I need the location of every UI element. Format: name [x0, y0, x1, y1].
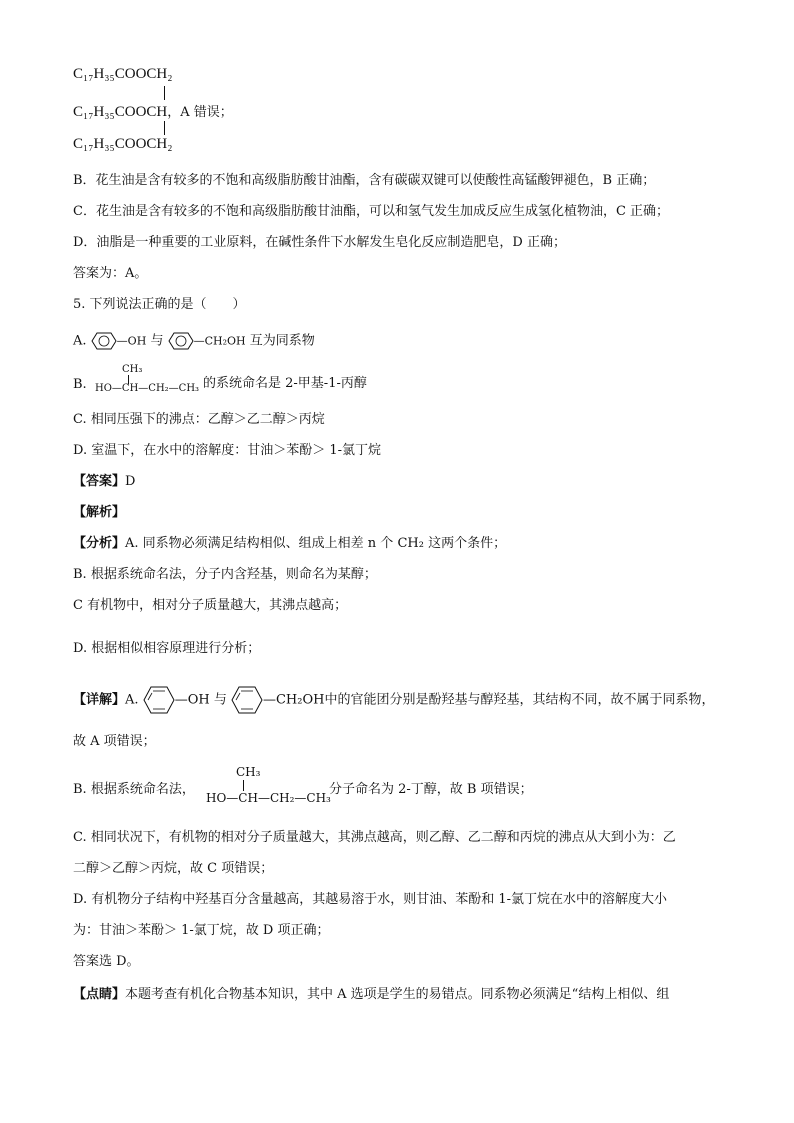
benzene-ring-icon	[143, 685, 175, 715]
carbon-chain: HO—CH—CH₂—CH₃	[95, 383, 200, 394]
detail-d-2: 为：甘油＞苯酚＞ 1-氯丁烷，故 D 项正确；	[73, 923, 330, 938]
hydroxyl-group: —OH	[174, 692, 210, 708]
detail-tag: 【详解】	[73, 692, 126, 708]
key-point	[73, 986, 669, 1004]
bond-line	[164, 86, 165, 100]
answer-value: D	[125, 474, 136, 489]
option-d: D. 室温下，在水中的溶解度：甘油＞苯酚＞ 1-氯丁烷	[73, 443, 382, 458]
option-a-text: 互为同系物	[249, 333, 315, 349]
answer-q4: 答案为：A。	[73, 266, 148, 281]
formula-suffix: ，A 错误；	[167, 105, 233, 120]
option-a-and: 与	[150, 333, 164, 349]
detail-d-1: D. 有机物分子结构中羟基百分含量越高，其越易溶于水，则甘油、苯酚和 1-氯丁烷在水中的溶解度大小	[73, 892, 668, 907]
fenxi-a-text: A. 同系物必须满足结构相似、组成上相差 n 个 CH₂ 这两个条件；	[125, 536, 507, 551]
detail-c-2: 二醇＞乙醇＞丙烷，故 C 项错误；	[73, 861, 274, 876]
hydroxyl-group: —OH	[116, 334, 147, 348]
bond-line	[164, 121, 165, 135]
question-5: 5. 下列说法正确的是（ ）	[73, 297, 246, 312]
detail-a	[73, 685, 715, 715]
benzene-ring-icon	[91, 331, 117, 351]
detail-a-text: 中的官能团分别是酚羟基与醇羟基，其结构不同，故不属于同系物，	[324, 692, 715, 708]
detail-a-continued: 故 A 项错误；	[73, 734, 156, 749]
carbon-chain: HO—CH—CH₂—CH₃	[206, 791, 331, 805]
analysis-tag: 【解析】	[73, 505, 126, 520]
detail-b-text: 分子命名为 2-丁醇，故 B 项错误；	[329, 782, 533, 797]
bond-line	[243, 780, 244, 791]
formula-row-2	[73, 101, 233, 121]
benzene-ring-icon	[231, 685, 263, 715]
fenxi-b: B. 根据系统命名法，分子内含羟基，则命名为某醇；	[73, 567, 377, 582]
option-c: C. 相同压强下的沸点：乙醇＞乙二醇＞丙烷	[73, 412, 325, 427]
detail-a-label: A.	[125, 692, 139, 708]
analysis-heading	[73, 504, 125, 522]
fenxi-c: C 有机物中，相对分子质量越大，其沸点越高；	[73, 598, 348, 613]
fenxi-tag: 【分析】	[73, 536, 126, 551]
answer-tag: 【答案】	[73, 474, 126, 489]
ch2oh-group: —CH₂OH	[193, 334, 246, 348]
statement-b: B．花生油是含有较多的不饱和高级脂肪酸甘油酯，含有碳碳双键可以使酸性高锰酸钾褪色，B 正确；	[73, 173, 656, 188]
methyl-branch: CH₃	[236, 765, 261, 779]
answer-q5: 答案选 D。	[73, 954, 140, 969]
option-b-text: 的系统命名是 2-甲基-1-丙醇	[203, 376, 367, 391]
methyl-branch: CH₃	[122, 364, 143, 375]
option-a-label: A.	[73, 333, 87, 349]
fenxi-d: D. 根据相似相容原理进行分析；	[73, 641, 261, 656]
option-a	[73, 331, 315, 351]
fenxi-a	[73, 535, 506, 553]
detail-a-and: 与	[213, 692, 227, 708]
detail-c-1: C. 相同状况下，有机物的相对分子质量越大，其沸点越高，则乙醇、乙二醇和丙烷的沸点从大到小为：乙	[73, 830, 676, 845]
detail-b-lead: B. 根据系统命名法，	[73, 782, 195, 797]
option-b-label: B.	[73, 377, 87, 392]
key-point-text: 本题考查有机化合物基本知识，其中 A 选项是学生的易错点。同系物必须满足“结构上相似、组	[125, 987, 670, 1002]
formula-row-1: C₁₇H₃₅COOCH₂	[73, 66, 173, 82]
answer-label	[73, 473, 135, 491]
formula-row-2-text: C₁₇H₃₅COOCH	[73, 104, 168, 120]
formula-row-3: C₁₇H₃₅COOCH₂	[73, 136, 173, 152]
ch2oh-group: —CH₂OH	[262, 692, 325, 708]
statement-d: D．油脂是一种重要的工业原料，在碱性条件下水解发生皂化反应制造肥皂，D 正确；	[73, 235, 566, 250]
benzene-ring-icon	[168, 331, 194, 351]
statement-c: C．花生油是含有较多的不饱和高级脂肪酸甘油酯，可以和氢气发生加成反应生成氢化植物油，C 正确；	[73, 204, 670, 219]
key-point-tag: 【点睛】	[73, 987, 126, 1002]
